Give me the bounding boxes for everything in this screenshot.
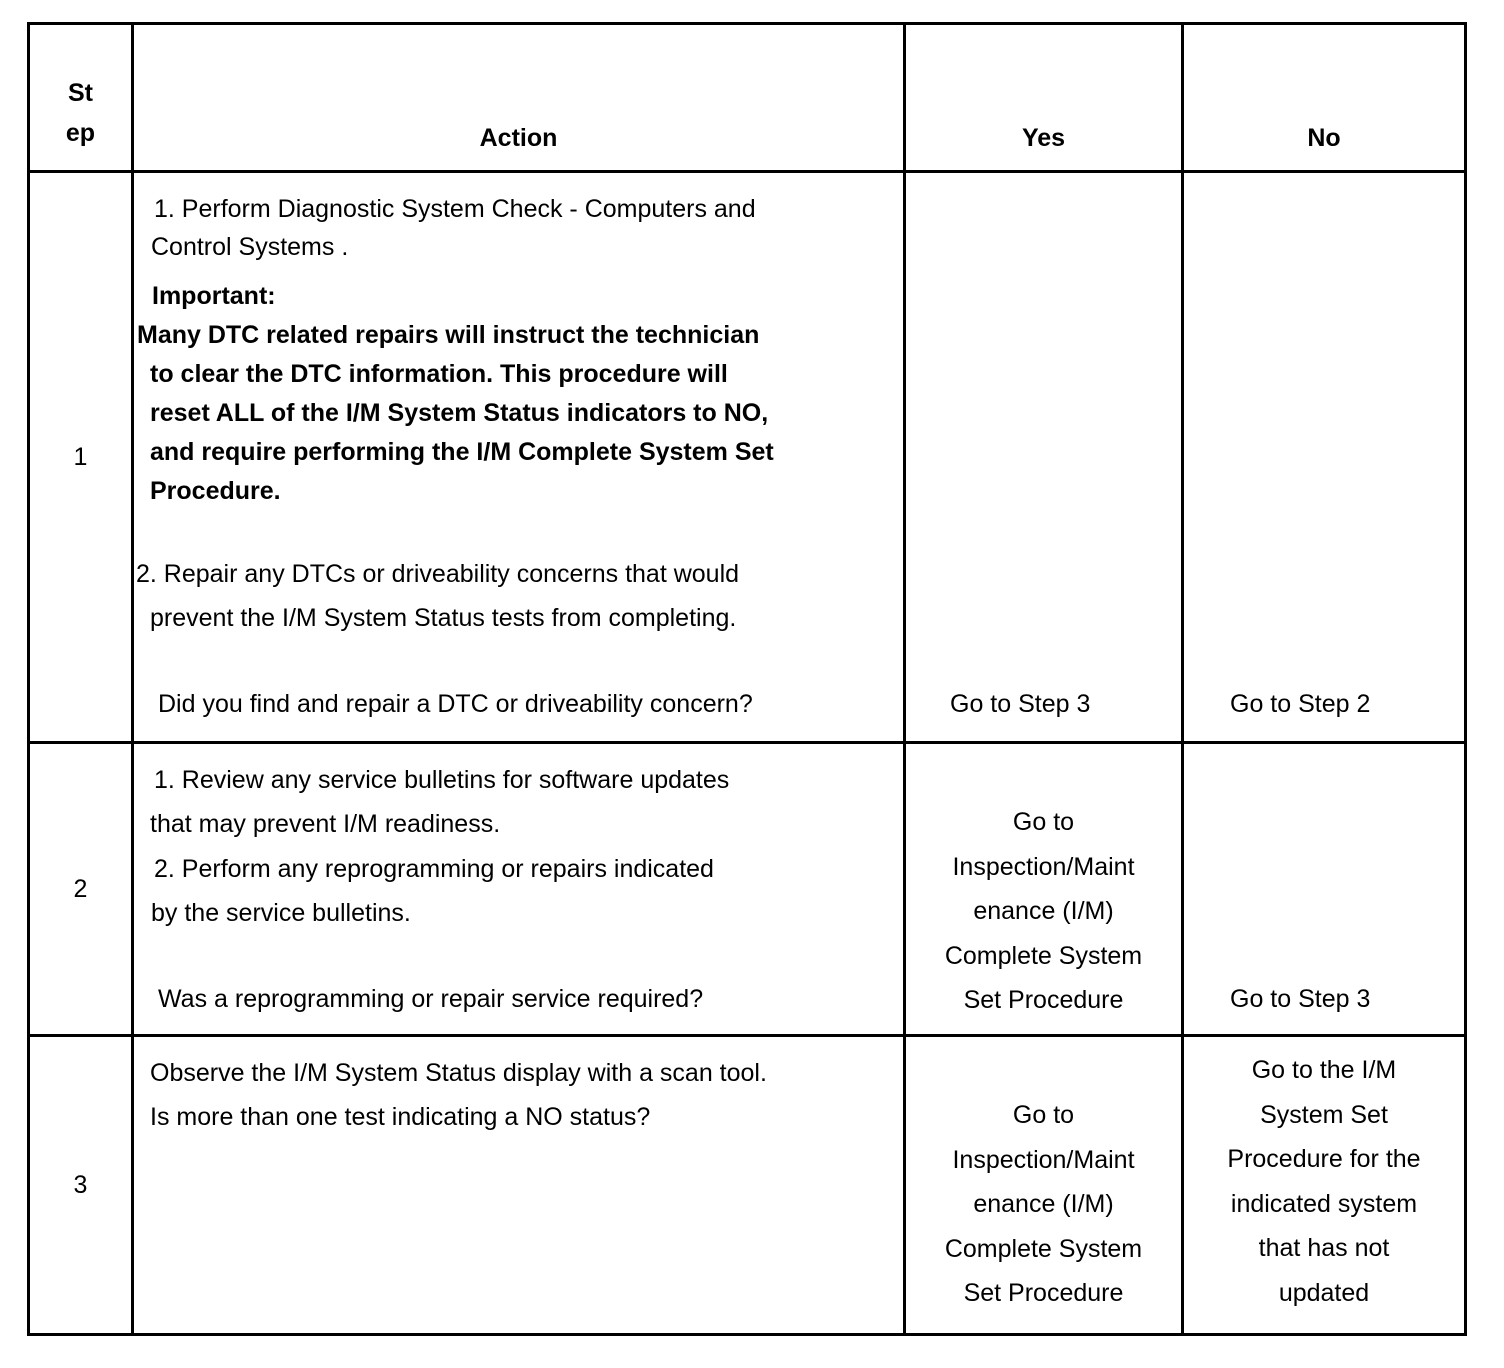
step-number: 3 — [29, 1036, 133, 1335]
step-number: 1 — [29, 172, 133, 743]
table-header-row — [29, 24, 1466, 172]
action-line: Control Systems . — [151, 233, 349, 261]
yes-outcome-line: Set Procedure — [963, 1279, 1124, 1307]
yes-outcome-line: enance (I/M) — [973, 897, 1114, 925]
no-outcome-line: System Set — [1260, 1100, 1388, 1129]
table-row — [29, 172, 1466, 743]
diagnostic-steps-table — [27, 22, 1467, 1336]
yes-cell — [905, 172, 1183, 743]
no-outcome-line: indicated system — [1230, 1189, 1418, 1218]
yes-cell — [905, 743, 1183, 1036]
no-cell — [1183, 743, 1466, 1036]
step-number: 2 — [29, 743, 133, 1036]
table-row — [29, 743, 1466, 1036]
yes-column-header: Yes — [905, 24, 1183, 172]
no-cell — [1183, 172, 1466, 743]
yes-outcome-line: Complete System — [944, 1234, 1143, 1263]
no-outcome-line: Procedure for the — [1227, 1145, 1421, 1173]
yes-outcome — [906, 1093, 1181, 1316]
important-line: and require performing the I/M Complete System Set — [150, 438, 774, 466]
action-question: Did you find and repair a DTC or driveability concern? — [158, 690, 753, 718]
action-line: by the service bulletins. — [151, 899, 411, 927]
action-line: 2. Repair any DTCs or driveability concerns that would — [136, 560, 740, 588]
no-cell — [1183, 1036, 1466, 1335]
action-line: 2. Perform any reprogramming or repairs indicated — [154, 855, 714, 883]
action-column-header: Action — [133, 24, 905, 172]
action-line: that may prevent I/M readiness. — [150, 810, 501, 838]
action-cell — [133, 743, 905, 1036]
action-line: Is more than one test indicating a NO status? — [150, 1103, 651, 1131]
step-column-header — [29, 24, 133, 172]
step-header-part-1: St — [68, 79, 93, 107]
yes-cell — [905, 1036, 1183, 1335]
yes-outcome-line: Inspection/Maint — [952, 852, 1135, 881]
yes-outcome — [906, 800, 1181, 1023]
no-outcome: Go to Step 3 — [1230, 985, 1371, 1013]
action-line: Observe the I/M System Status display with a scan tool. — [150, 1059, 767, 1087]
no-outcome-line: Go to the I/M — [1251, 1056, 1397, 1084]
yes-outcome-line: enance (I/M) — [973, 1190, 1114, 1218]
important-line: reset ALL of the I/M System Status indicators to NO, — [150, 399, 769, 427]
no-outcome-line: that has not — [1258, 1234, 1390, 1262]
important-line: Many DTC related repairs will instruct the technician — [137, 321, 760, 349]
yes-outcome: Go to Step 3 — [950, 690, 1091, 718]
step-header-part-2: ep — [65, 119, 96, 147]
important-title: Important: — [152, 282, 276, 310]
table-row — [29, 1036, 1466, 1335]
important-line: Procedure. — [150, 477, 281, 505]
action-question: Was a reprogramming or repair service required? — [158, 985, 704, 1013]
yes-outcome-line: Go to — [1012, 808, 1075, 836]
action-line: 1. Review any service bulletins for software updates — [154, 766, 730, 794]
yes-outcome-line: Inspection/Maint — [952, 1145, 1135, 1174]
action-cell — [133, 1036, 905, 1335]
action-cell — [133, 172, 905, 743]
action-line: prevent the I/M System Status tests from completing. — [150, 604, 737, 632]
no-column-header: No — [1183, 24, 1466, 172]
yes-outcome-line: Go to — [1012, 1101, 1075, 1129]
action-line: 1. Perform Diagnostic System Check - Computers and — [154, 195, 756, 223]
no-outcome — [1184, 1048, 1464, 1315]
no-outcome-line: updated — [1278, 1278, 1370, 1307]
no-outcome: Go to Step 2 — [1230, 690, 1371, 718]
yes-outcome-line: Complete System — [944, 941, 1143, 970]
important-line: to clear the DTC information. This procedure will — [150, 360, 728, 388]
yes-outcome-line: Set Procedure — [963, 986, 1124, 1014]
